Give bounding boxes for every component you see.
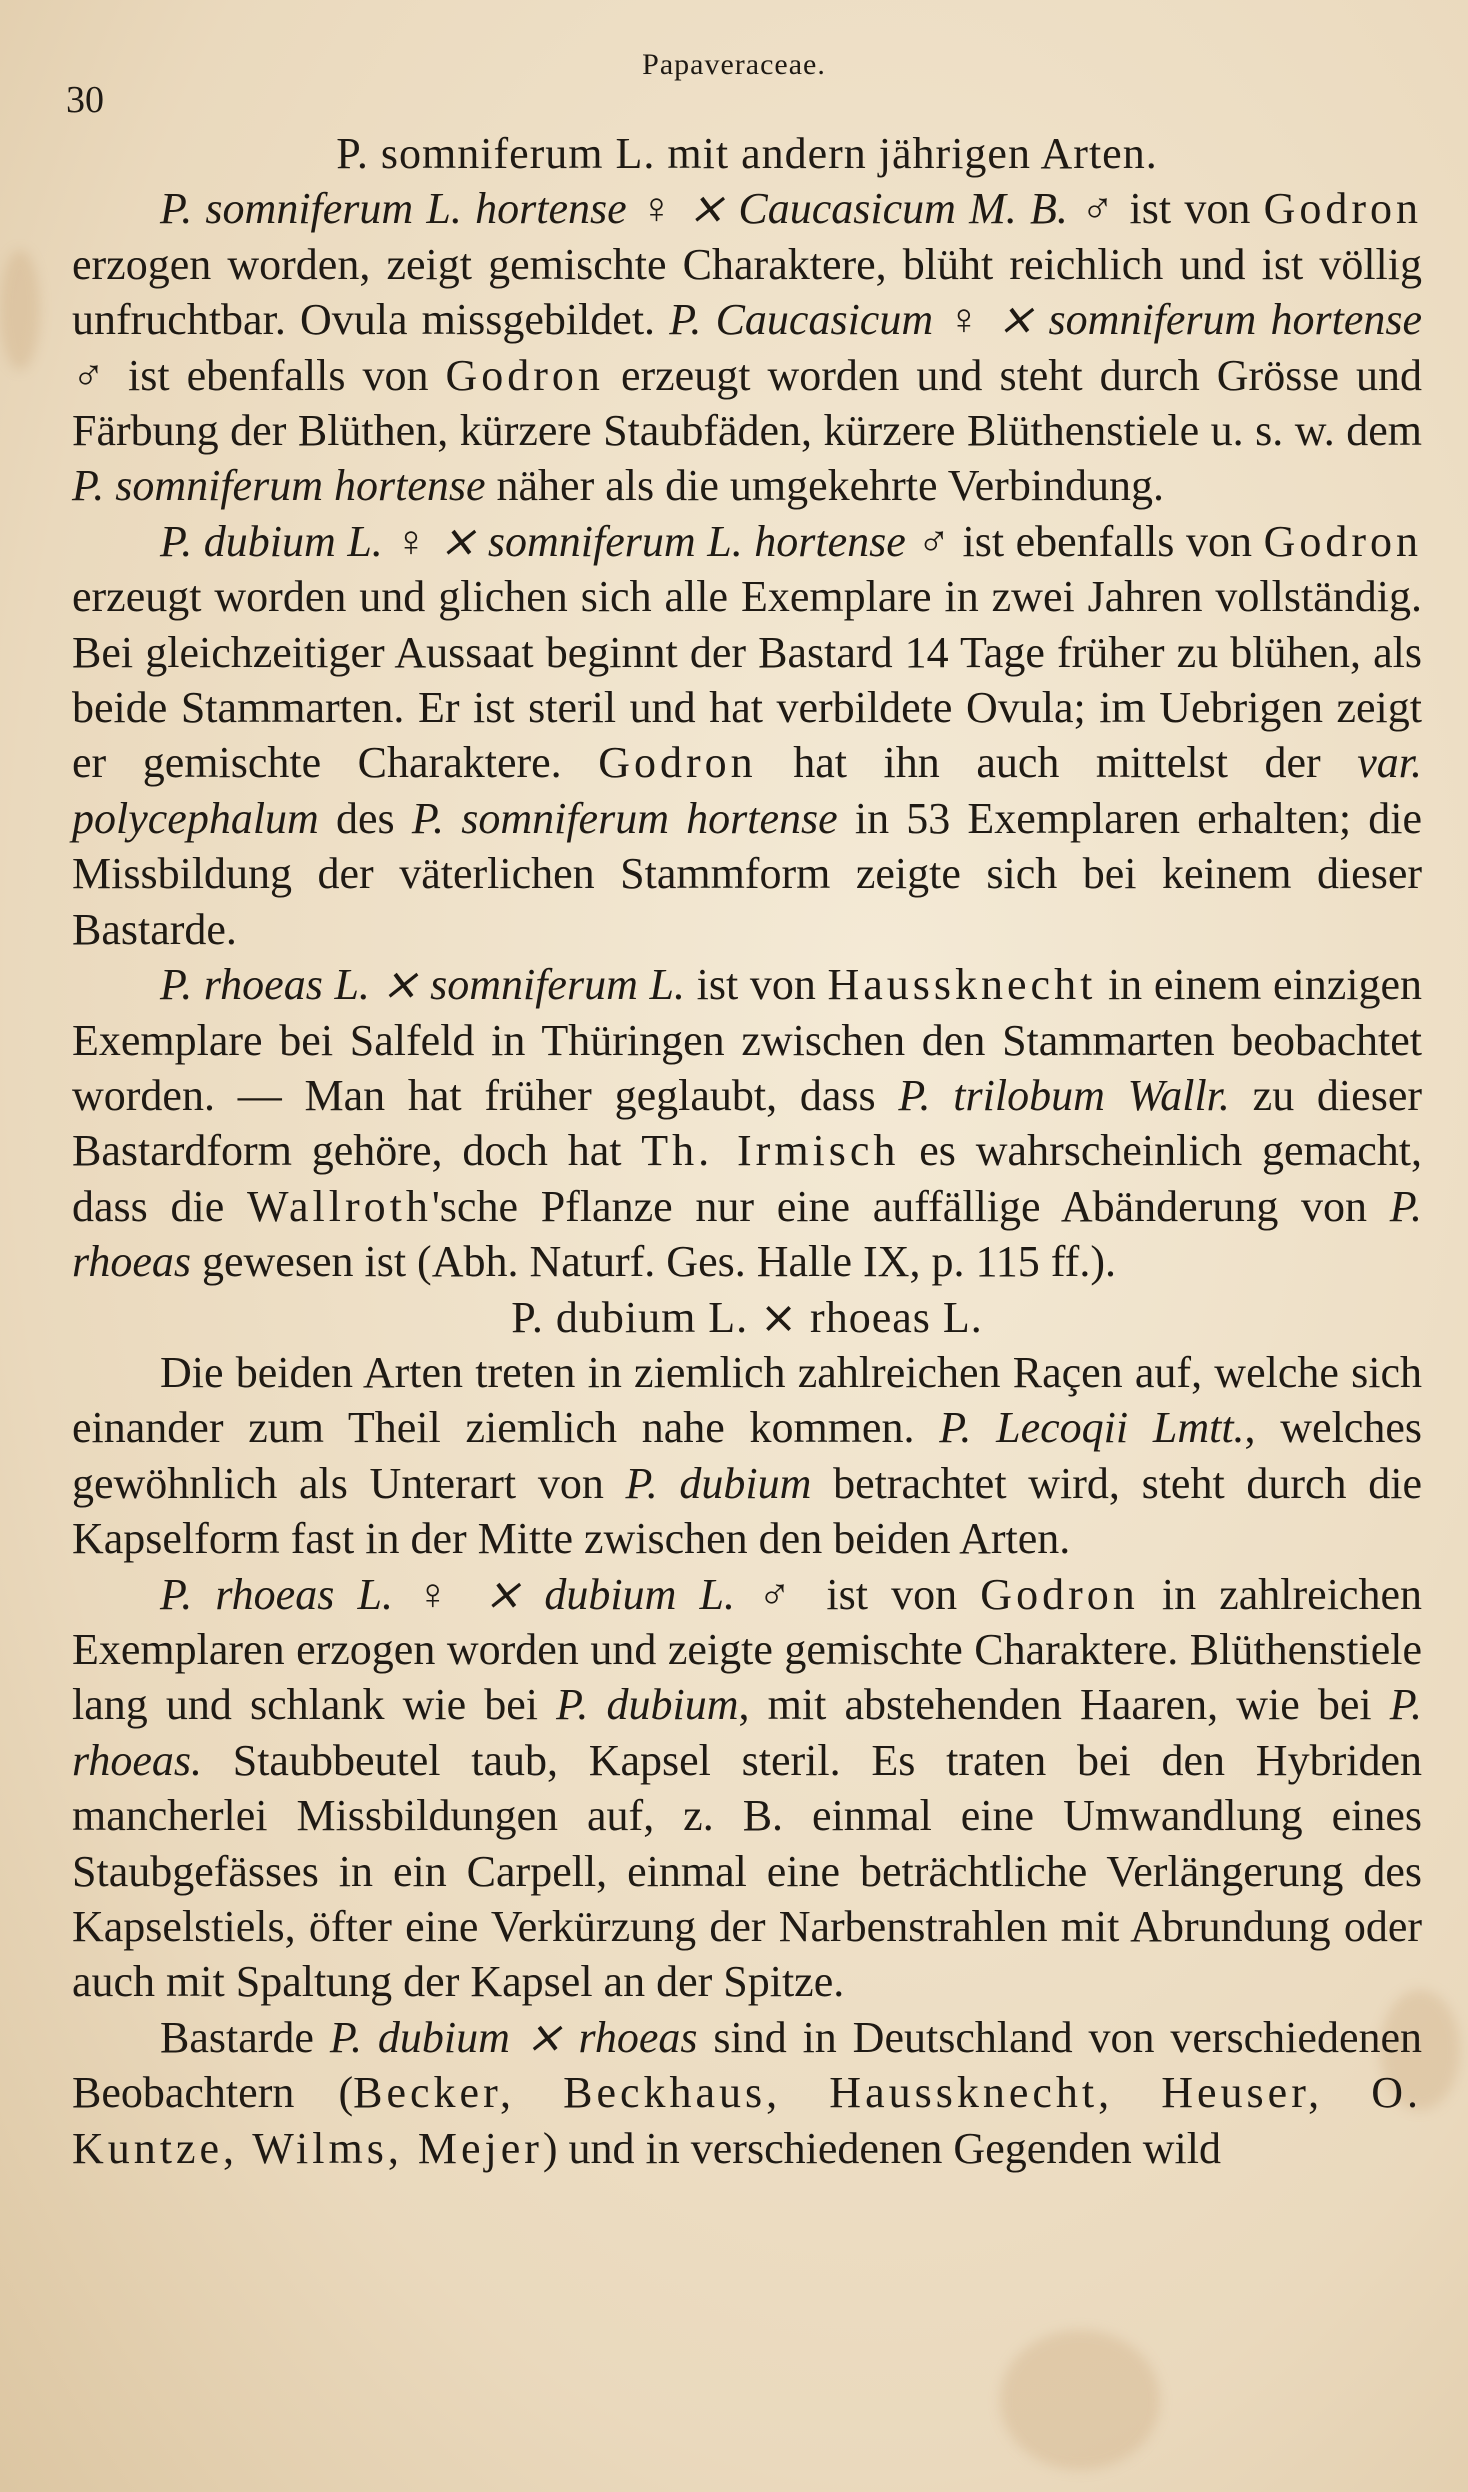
author-name: Godron	[1263, 516, 1422, 566]
author-name: Godron	[980, 1569, 1139, 1619]
paragraph: Die beiden Arten treten in ziemlich zahlreichen Raçen auf, welche sich einander zum Theil ziemlich nahe kommen. P. Lecoqii Lmtt., welches gewöhnlich als Unterart von P. dubium betrachtet wird, steht durch die Kapselform fast in der Mitte zwischen den beiden Arten.	[72, 1347, 1422, 1564]
taxon-name: P. dubium	[556, 1680, 739, 1730]
author-name: Haussknecht	[827, 960, 1097, 1010]
paragraph: P. rhoeas L. ⨯ somniferum L. ist von Haussknecht in einem einzigen Exemplare bei Salfeld in Thüringen zwischen den Stammarten beobachtet worden. — Man hat früher geglaubt, dass P. trilobum Wallr. zu dieser Bastardform gehöre, doch hat Th. Irmisch es wahrscheinlich gemacht, dass die Wallroth'sche Pflanze nur eine auffällige Abänderung von P. rhoeas gewesen ist (Abh. Naturf. Ges. Halle IX, p. 115 ff.).	[72, 960, 1423, 1287]
taxon-name: P. Lecoqii Lmtt.	[939, 1403, 1245, 1453]
author-name: Godron	[598, 738, 757, 788]
author-name: Wallroth	[247, 1181, 432, 1231]
taxon-name: P. rhoeas.	[72, 1680, 1422, 1785]
taxon-name: P. dubium L. ♀ ⨯ somniferum L. hortense ♂	[160, 516, 951, 566]
taxon-name: P. somniferum hortense	[411, 793, 838, 843]
paragraph: P. rhoeas L. ♀ ⨯ dubium L. ♂ ist von Godron in zahlreichen Exemplaren erzogen worden und zeigte gemischte Charaktere. Blüthenstiele lang und schlank wie bei P. dubium, mit abstehenden Haaren, wie bei P. rhoeas. Staubbeutel taub, Kapsel steril. Es traten bei den Hybriden mancherlei Missbildungen auf, z. B. einmal eine Umwandlung eines Staubgefässes in ein Carpell, einmal eine beträchtliche Verlängerung des Kapselstiels, öfter eine Verkürzung der Narbenstrahlen mit Abrundung oder auch mit Spaltung der Kapsel an der Spitze.	[72, 1569, 1422, 2007]
section-heading: P. somniferum L. mit andern jährigen Arten.	[336, 129, 1158, 178]
taxon-name: P. somniferum hortense	[72, 461, 486, 511]
body-text	[72, 126, 1422, 2176]
taxon-name: P. Caucasicum ♀ ⨯ somniferum hortense ♂	[72, 295, 1422, 400]
paper-stain	[1000, 2330, 1160, 2470]
author-name: Godron	[1263, 184, 1422, 234]
taxon-name: P. dubium	[625, 1458, 812, 1508]
taxon-name: P. rhoeas L. ♀ ⨯ dubium L. ♂	[160, 1569, 804, 1619]
paper-stain	[0, 250, 40, 370]
paragraph: P. somniferum L. hortense ♀ ⨯ Caucasicum M. B. ♂ ist von Godron erzogen worden, zeigt gemischte Charaktere, blüht reichlich und ist völlig unfruchtbar. Ovula missgebildet. P. Caucasicum ♀ ⨯ somniferum hortense ♂ ist ebenfalls von Godron erzeugt worden und steht durch Grösse und Färbung der Blüthen, kürzere Staubfäden, kürzere Blüthenstiele u. s. w. dem P. somniferum hortense näher als die umgekehrte Verbindung.	[72, 184, 1422, 511]
taxon-name: P. rhoeas L. ⨯ somniferum L.	[160, 960, 685, 1010]
taxon-name: P. somniferum L. hortense ♀ ⨯ Caucasicum M. B. ♂	[160, 184, 1117, 234]
author-name: Godron	[445, 350, 604, 400]
taxon-name: var. polycephalum	[72, 738, 1423, 843]
paragraph: Bastarde P. dubium ⨯ rhoeas sind in Deutschland von verschiedenen Beobachtern (Becker, Beckhaus, Haussknecht, Heuser, O. Kuntze, Wilms, Mejer) und in verschiedenen Gegenden wild	[72, 2012, 1423, 2173]
author-name: Becker, Beckhaus, Haussknecht, Heuser, O. Kuntze, Wilms, Mejer	[72, 2068, 1423, 2173]
paragraph: P. dubium L. ♀ ⨯ somniferum L. hortense ♂ ist ebenfalls von Godron erzeugt worden und glichen sich alle Exemplare in zwei Jahren vollständig. Bei gleichzeitiger Aussaat beginnt der Bastard 14 Tage früher zu blühen, als beide Stammarten. Er ist steril und hat verbildete Ovula; im Uebrigen zeigt er gemischte Charaktere. Godron hat ihn auch mittelst der var. polycephalum des P. somniferum hortense in 53 Exemplaren erhalten; die Missbildung der väterlichen Stammform zeigte sich bei keinem dieser Bastarde.	[72, 516, 1423, 954]
taxon-name: P. trilobum Wallr.	[898, 1070, 1230, 1120]
page-number: 30	[66, 79, 104, 121]
taxon-name: P. dubium ⨯ rhoeas	[329, 2012, 698, 2062]
author-name: Th. Irmisch	[641, 1126, 900, 1176]
running-head: Papaveraceae.	[642, 48, 826, 81]
section-heading: P. dubium L. ⨯ rhoeas L.	[511, 1292, 983, 1342]
taxon-name: P. rhoeas	[72, 1181, 1423, 1287]
